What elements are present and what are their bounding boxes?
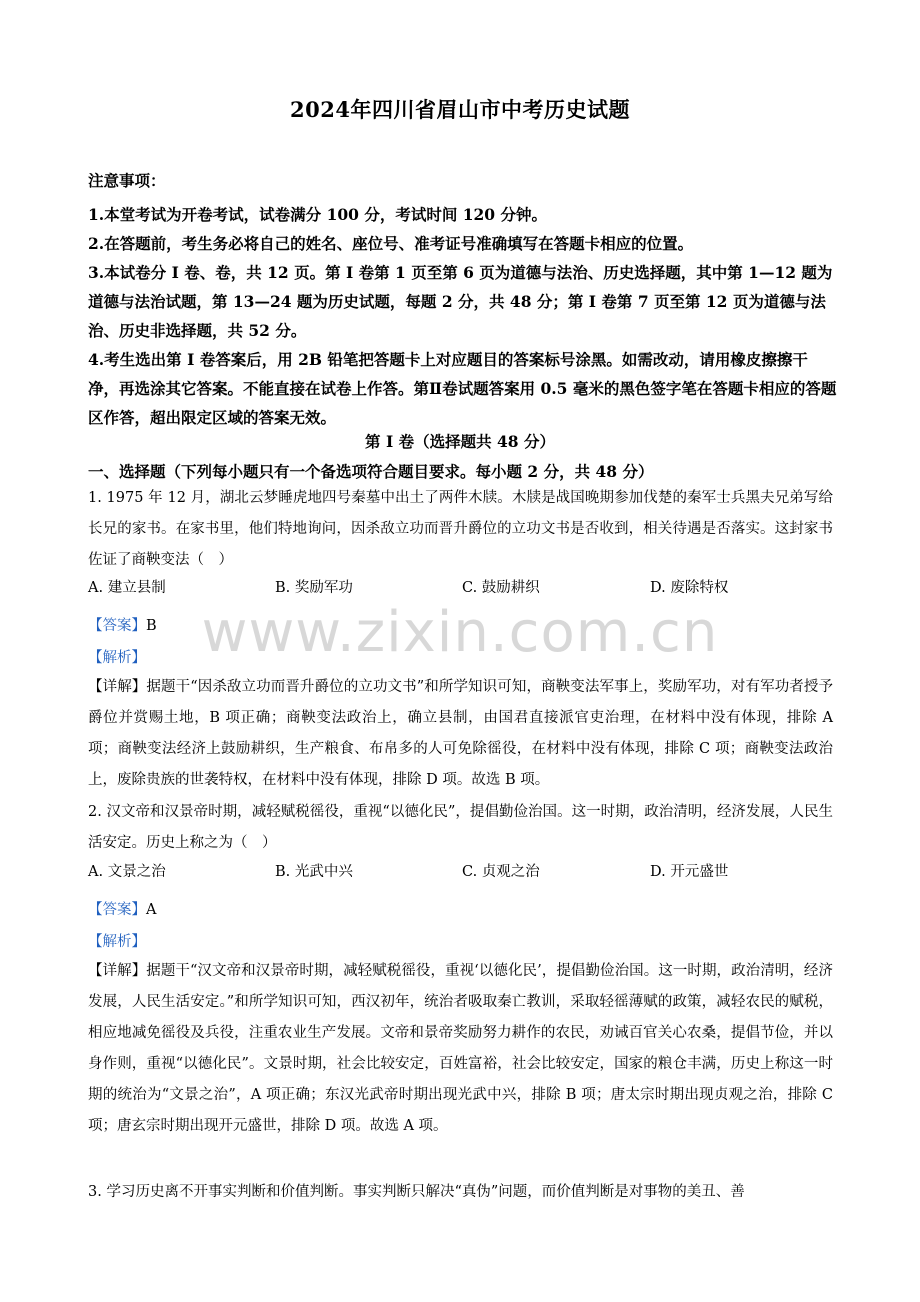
detail-body: 据题干“因杀敌立功而晋升爵位的立功文书”和所学知识可知，商鞅变法军事上，奖励军功，对有军功者授予爵位并赏赐土地，B 项正确；商鞅变法政治上，确立县制，由国君直接派官吏治理，在材料中没有体现，排除 A 项；商鞅变法经济上鼓励耕织，生产粮食、布帛多的人可免除徭役，在材料中没有体现，排除 C 项；商鞅变法政治上，废除贵族的世袭特权，在材料中没有体现，排除 D 项。故选 B 项。 — [88, 679, 833, 788]
option-d: D. 开元盛世 — [650, 864, 729, 880]
question-text: 3. 学习历史离不开事实判断和价值判断。事实判断只解决“真伪”问题，而价值判断是对事物的美丑、善 — [88, 1184, 745, 1200]
option-d: D. 废除特权 — [650, 580, 729, 596]
detail-text — [88, 956, 833, 1142]
watermark: www.zixin.com.cn — [201, 600, 719, 665]
option-b: B. 光武中兴 — [275, 864, 353, 880]
question-1-stem — [88, 483, 833, 576]
option-c: C. 鼓励耕织 — [462, 580, 540, 596]
question-2-options — [88, 860, 833, 891]
option-a: A. 建立县制 — [88, 580, 166, 596]
section-subtitle: 一、选择题（下列每小题只有一个备选项符合题目要求。每小题 2 分，共 48 分） — [88, 462, 654, 481]
question-1-detail — [88, 672, 833, 796]
option-a: A. 文景之治 — [88, 864, 166, 880]
notes-list — [88, 200, 838, 432]
detail-text — [88, 672, 833, 796]
option-b: B. 奖励军功 — [275, 580, 353, 596]
detail-tag: 【详解】 — [88, 963, 147, 979]
notes-block — [88, 166, 838, 195]
question-2-detail — [88, 956, 833, 1142]
note-item: 4.考生选出第 I 卷答案后，用 2B 铅笔把答题卡上对应题目的答案标号涂黑。如需改动，请用橡皮擦擦干净，再选涂其它答案。不能直接在试卷上作答。第Ⅱ卷试题答案用 0.5 毫米的黑色签字笔在答题卡相应的答题区作答，超出限定区域的答案无效。 — [88, 350, 837, 427]
analysis-line — [88, 930, 146, 951]
detail-body: 据题干“汉文帝和汉景帝时期，减轻赋税徭役，重视‘以德化民’，提倡勤俭治国。这一时期，政治清明，经济发展，人民生活安定。”和所学知识可知，西汉初年，统治者吸取秦亡教训，采取轻徭薄赋的政策，减轻农民的赋税，相应地减免徭役及兵役，注重农业生产发展。文帝和景帝奖励努力耕作的农民，劝诫百官关心农桑，提倡节俭，并以身作则，重视“以德化民”。文景时期，社会比较安定，百姓富裕，社会比较安定，国家的粮仓丰满，历史上称这一时期的统治为“文景之治”，A 项正确；东汉光武帝时期出现光武中兴，排除 B 项；唐太宗时期出现贞观之治，排除 C 项；唐玄宗时期出现开元盛世，排除 D 项。故选 A 项。 — [88, 963, 833, 1134]
answer-tag: 【答案】 — [88, 618, 146, 634]
option-c: C. 贞观之治 — [462, 864, 540, 880]
answer-value: B — [146, 618, 157, 634]
answer-value: A — [146, 902, 157, 918]
question-1-options — [88, 576, 833, 607]
question-2-stem — [88, 797, 833, 859]
question-3-stem — [88, 1177, 833, 1208]
page-title: 2024年四川省眉山市中考历史试题 — [290, 97, 630, 122]
analysis-tag: 【解析】 — [88, 934, 146, 950]
answer-line — [88, 614, 157, 635]
notes-heading: 注意事项： — [88, 171, 166, 190]
question-text: 1. 1975 年 12 月，湖北云梦睡虎地四号秦墓中出土了两件木牍。木牍是战国晚期参加伐楚的秦军士兵黑夫兄弟写给长兄的家书。在家书里，他们特地询问，因杀敌立功而晋升爵位的立功文书是否收到，相关待遇是否落实。这封家书佐证了商鞅变法（ ） — [88, 490, 833, 568]
analysis-tag: 【解析】 — [88, 650, 146, 666]
question-text: 2. 汉文帝和汉景帝时期，减轻赋税徭役，重视“以德化民”，提倡勤俭治国。这一时期，政治清明，经济发展，人民生活安定。历史上称之为（ ） — [88, 804, 833, 851]
note-item: 2.在答题前，考生务必将自己的姓名、座位号、准考证号准确填写在答题卡相应的位置。 — [88, 234, 694, 253]
note-item: 3.本试卷分 I 卷、卷，共 12 页。第 I 卷第 1 页至第 6 页为道德与法治、历史选择题，其中第 1—12 题为道德与法治试题，第 13—24 题为历史试题，每题 2 分，共 48 分；第 I 卷第 7 页至第 12 页为道德与法治、历史非选择题，共 52 分。 — [88, 263, 833, 340]
note-item: 1.本堂考试为开卷考试，试卷满分 100 分，考试时间 120 分钟。 — [88, 205, 547, 224]
detail-tag: 【详解】 — [88, 679, 147, 695]
answer-tag: 【答案】 — [88, 902, 146, 918]
analysis-line — [88, 646, 146, 667]
section-title: 第 I 卷（选择题共 48 分） — [365, 432, 555, 451]
answer-line — [88, 898, 156, 919]
